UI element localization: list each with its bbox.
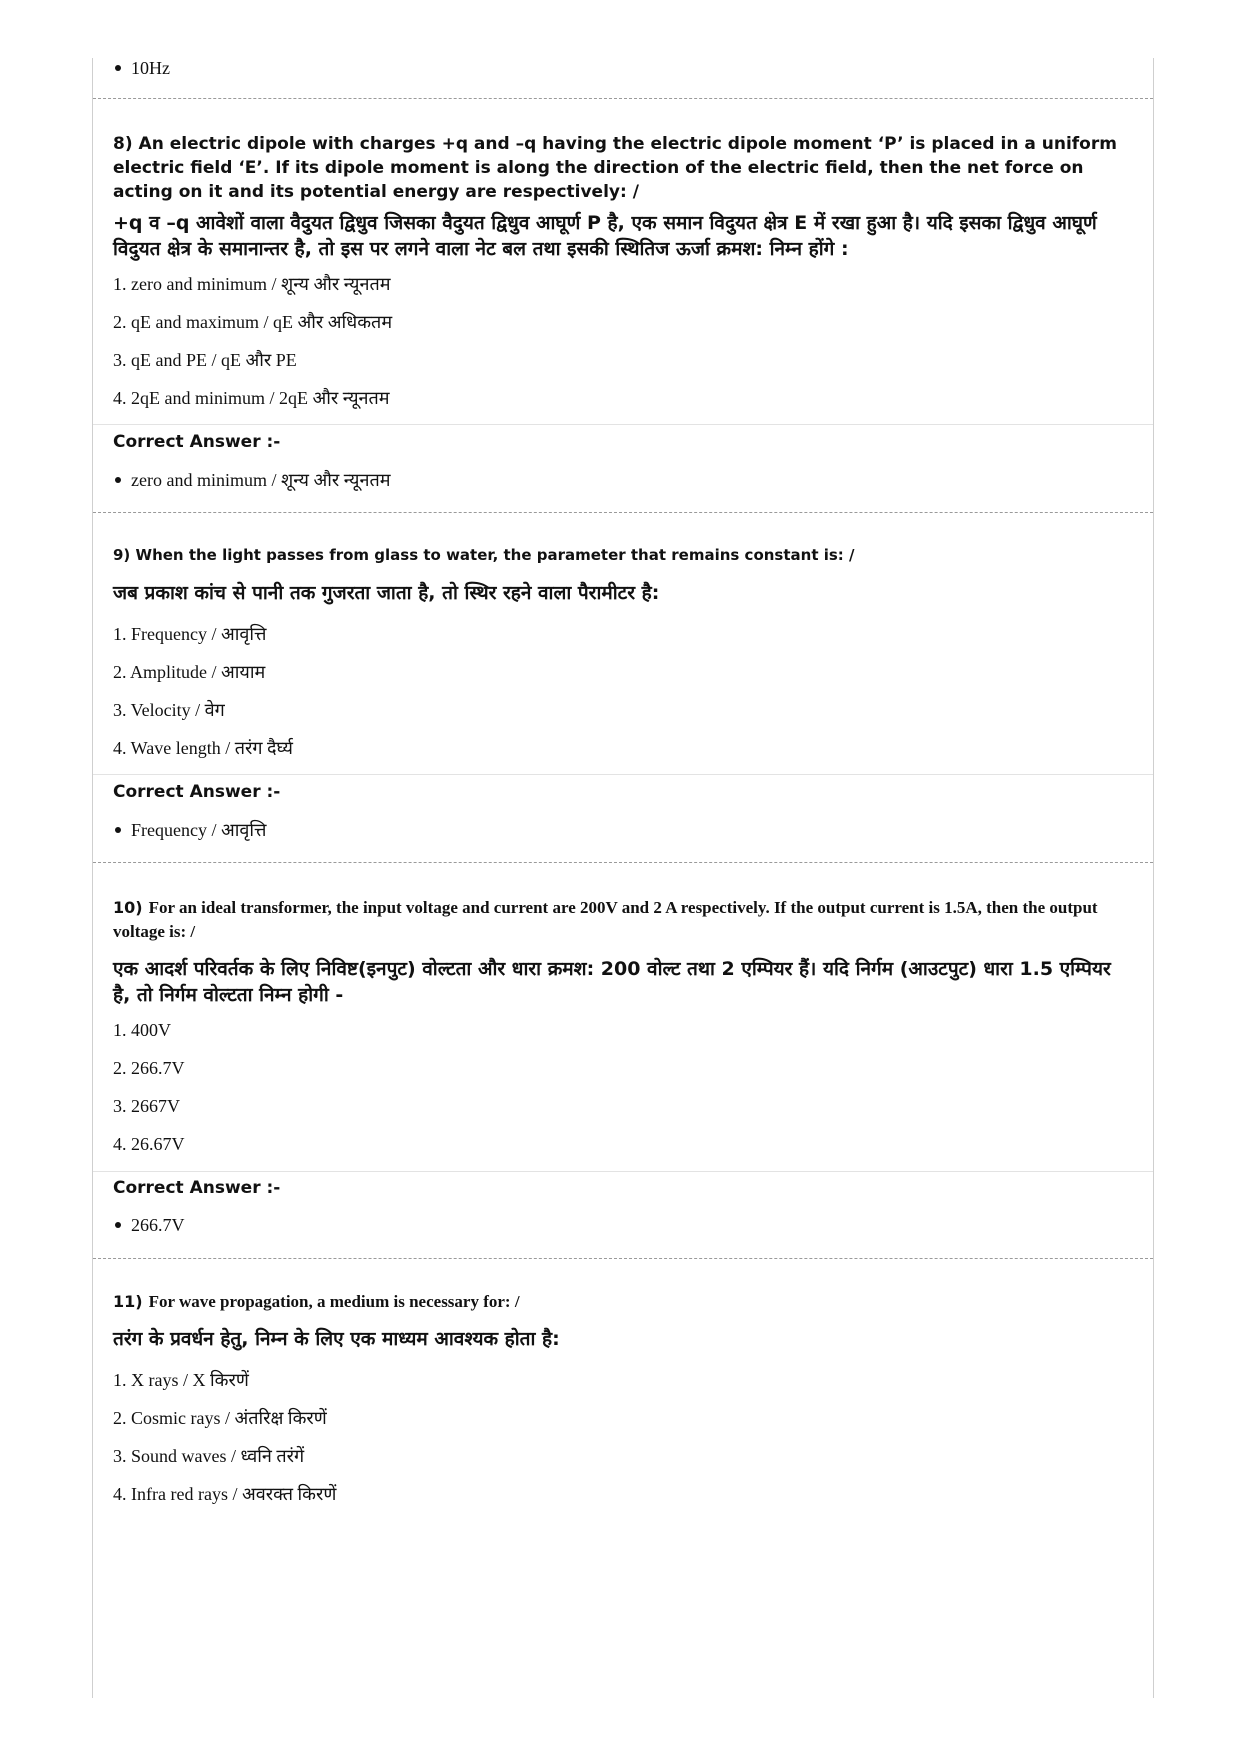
question-11-option-2: 2. Cosmic rays / अंतरिक्ष किरणें <box>113 1408 327 1428</box>
question-9-option-4: 4. Wave length / तरंग दैर्घ्य <box>113 738 293 758</box>
answer-divider <box>93 424 1153 425</box>
question-8-correct-answer: zero and minimum / शून्य और न्यूनतम <box>115 468 391 492</box>
question-separator <box>93 98 1153 99</box>
question-10-hindi: एक आदर्श परिवर्तक के लिए निविष्ट(इनपुट) वोल्टता और धारा क्रमश: 200 वोल्ट तथा 2 एम्पियर हैं। यदि निर्गम (आउटपुट) धारा 1.5 एम्पियर है, तो निर्गम वोल्टता निम्न होगी - <box>113 958 1111 1006</box>
question-9-option-3: 3. Velocity / वेग <box>113 700 225 720</box>
question-8-hindi: +q व –q आवेशों वाला वैदुयत द्विधुव जिसका वैदुयत द्विधुव आघूर्ण P है, एक समान विदुयत क्षेत्र E में रखा हुआ है। यदि इसका द्विधुव आघूर्ण विदुयत क्षेत्र के समानान्तर है, तो इस पर लगने वाला नेट बल तथा इसकी स्थितिज ऊर्जा क्रमश: निम्न होंगे : <box>113 212 1097 260</box>
question-10-english: 10) For an ideal transformer, the input voltage and current are 200V and 2 A respectively. If the output current is 1.5A, then the output voltage is: / <box>113 898 1098 941</box>
question-10-correct-answer: 266.7V <box>115 1215 185 1236</box>
question-9-hindi: जब प्रकाश कांच से पानी तक गुजरता जाता है, तो स्थिर रहने वाला पैरामीटर है: <box>113 582 660 604</box>
bullet-icon <box>115 477 121 483</box>
question-9-correct-answer: Frequency / आवृत्ति <box>115 818 266 842</box>
previous-correct-answer: 10Hz <box>115 58 170 79</box>
bullet-icon <box>115 827 121 833</box>
answer-divider <box>93 774 1153 775</box>
question-11-english: 11) For wave propagation, a medium is necessary for: / <box>113 1292 520 1311</box>
question-9-option-1: 1. Frequency / आवृत्ति <box>113 624 267 644</box>
question-9-english: 9) When the light passes from glass to water, the parameter that remains constant is: / <box>113 546 855 564</box>
question-11-option-3: 3. Sound waves / ध्वनि तरंगें <box>113 1446 305 1466</box>
question-separator <box>93 1258 1153 1259</box>
question-separator <box>93 512 1153 513</box>
correct-answer-label: Correct Answer :- <box>113 782 281 802</box>
question-8-option-2: 2. qE and maximum / qE और अधिकतम <box>113 312 393 332</box>
bullet-icon <box>115 1222 121 1228</box>
correct-answer-label: Correct Answer :- <box>113 432 281 452</box>
question-8-option-4: 4. 2qE and minimum / 2qE और न्यूनतम <box>113 388 390 408</box>
question-8-english: 8) An electric dipole with charges +q and –q having the electric dipole moment ‘P’ is placed in a uniform electric field ‘E’. If its dipole moment is along the direction of the electric field, then the net force on acting on it and its potential energy are respectively: / <box>113 134 1117 202</box>
answer-divider <box>93 1171 1153 1172</box>
question-8-option-3: 3. qE and PE / qE और PE <box>113 350 297 370</box>
question-9-option-2: 2. Amplitude / आयाम <box>113 662 266 682</box>
question-11-hindi: तरंग के प्रवर्धन हेतु, निम्न के लिए एक माध्यम आवश्यक होता है: <box>113 1328 560 1350</box>
document-page <box>92 58 1154 1698</box>
question-8-option-1: 1. zero and minimum / शून्य और न्यूनतम <box>113 274 391 294</box>
question-10-option-4: 4. 26.67V <box>113 1134 185 1154</box>
question-separator <box>93 862 1153 863</box>
bullet-icon <box>115 65 121 71</box>
question-10-option-3: 3. 2667V <box>113 1096 180 1116</box>
question-11-option-1: 1. X rays / X किरणें <box>113 1370 249 1390</box>
correct-answer-label: Correct Answer :- <box>113 1178 281 1198</box>
question-11-option-4: 4. Infra red rays / अवरक्त किरणें <box>113 1484 337 1504</box>
question-10-option-1: 1. 400V <box>113 1020 171 1040</box>
question-10-option-2: 2. 266.7V <box>113 1058 185 1078</box>
